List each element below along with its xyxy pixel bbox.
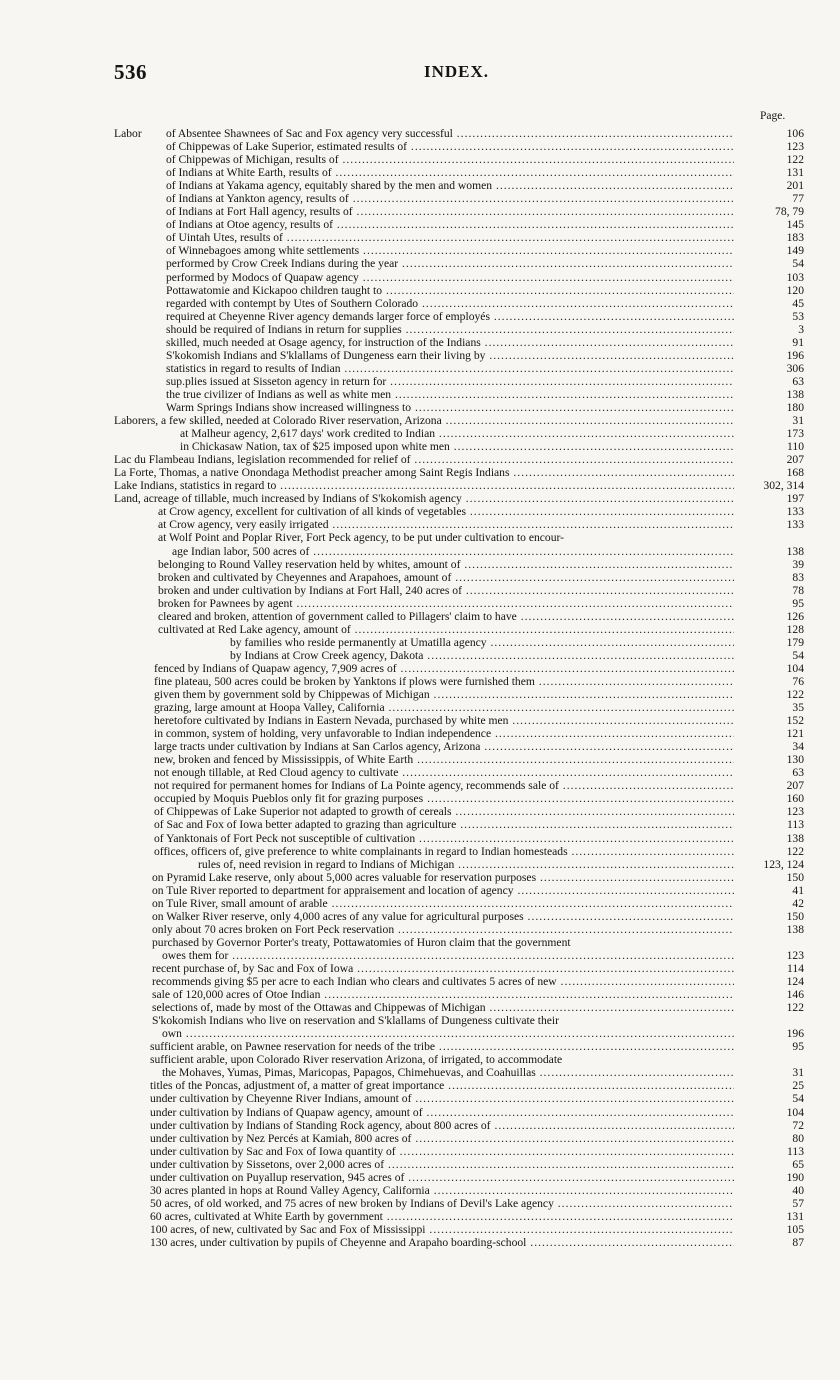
index-entry [114, 453, 804, 466]
entry-heading: Lake Indians, statistics in regard to ..... [114, 479, 734, 492]
entry-text: sufficient arable, upon Colorado River reservation Arizona, of irrigated, to accommodate [150, 1053, 563, 1067]
index-entry [114, 192, 804, 205]
entry-page-ref: 76 [792, 674, 804, 688]
entry-text: skilled, much needed at Osage agency, for instruction of the Indians ..... [166, 336, 734, 349]
entry-page-ref: 131 [786, 166, 804, 180]
index-entry [114, 505, 804, 518]
entry-text: 130 acres, under cultivation by pupils of Cheyenne and Arapaho boarding-school ..... [150, 1236, 734, 1249]
entry-page-ref: 123, 124 [763, 857, 804, 871]
index-entry [114, 597, 804, 610]
entry-page-ref: 138 [786, 831, 804, 845]
index-entry [114, 923, 804, 936]
entry-page-ref: 201 [786, 179, 804, 193]
entry-text: on Walker River reserve, only 4,000 acres of any value for agricultural purposes ..... [152, 910, 734, 923]
entry-page-ref: 196 [786, 1027, 804, 1041]
index-entry [114, 936, 804, 949]
entry-page-ref: 106 [786, 127, 804, 140]
entry-page-ref: 207 [786, 453, 804, 467]
entry-page-ref: 104 [786, 1105, 804, 1119]
entry-text: on Pyramid Lake reserve, only about 5,000 acres valuable for reservation purposes ..... [152, 871, 734, 884]
page-number: 536 [114, 60, 147, 84]
index-entry [114, 127, 804, 140]
index-entry [114, 1119, 804, 1132]
entry-text: not required for permanent homes for Indians of La Pointe agency, recommends sale of ..... [154, 779, 734, 792]
entry-page-ref: 149 [786, 244, 804, 258]
entry-page-ref: 95 [792, 1040, 804, 1054]
entry-page-ref: 122 [786, 688, 804, 702]
index-entries [114, 127, 804, 1249]
index-entry [114, 1223, 804, 1236]
entry-text: under cultivation by Sissetons, over 2,000 acres of ..... [150, 1158, 734, 1171]
index-entry [114, 988, 804, 1001]
index-entry [114, 805, 804, 818]
entry-text: under cultivation by Sac and Fox of Iowa quantity of ..... [150, 1145, 734, 1158]
entry-text: under cultivation by Nez Percés at Kamiah, 800 acres of ..... [150, 1132, 734, 1145]
entry-text: grazing, large amount at Hoopa Valley, California ..... [154, 701, 734, 714]
index-entry [114, 558, 804, 571]
entry-text: 100 acres, of new, cultivated by Sac and Fox of Mississippi ..... [150, 1223, 734, 1236]
entry-text: fenced by Indians of Quapaw agency, 7,909 acres of ..... [154, 662, 734, 675]
entry-text: of Indians at Yankton agency, results of ..... [166, 192, 734, 205]
entry-text: under cultivation on Puyallup reservation, 945 acres of ..... [150, 1171, 734, 1184]
index-entry [114, 466, 804, 479]
entry-page-ref: 138 [786, 922, 804, 936]
index-entry [114, 1145, 804, 1158]
entry-page-ref: 168 [786, 466, 804, 480]
entry-page-ref: 138 [786, 387, 804, 401]
index-entry [114, 910, 804, 923]
entry-text: under cultivation by Indians of Standing Rock agency, about 800 acres of ..... [150, 1119, 734, 1132]
entry-page-ref: 104 [786, 661, 804, 675]
index-entry [114, 1171, 804, 1184]
index-entry [114, 962, 804, 975]
entry-text: of Indians at White Earth, results of ..... [166, 166, 734, 179]
entry-text: occupied by Moquis Pueblos only fit for grazing purposes ..... [154, 792, 734, 805]
entry-text: S'kokomish Indians who live on reservation and S'klallams of Dungeness cultivate their [152, 1014, 559, 1028]
entry-page-ref: 113 [787, 1144, 804, 1158]
entry-page-ref: 91 [792, 335, 804, 349]
entry-page-ref: 40 [792, 1183, 804, 1197]
entry-text: the Mohaves, Yumas, Pimas, Maricopas, Papagos, Chimehuevas, and Coahuillas ..... [162, 1066, 734, 1079]
entry-text: broken and under cultivation by Indians at Fort Hall, 240 acres of ..... [158, 584, 734, 597]
index-entry [114, 779, 804, 792]
index-entry [114, 1027, 804, 1040]
index-entry [114, 1236, 804, 1249]
entry-text: not enough tillable, at Red Cloud agency to cultivate ..... [154, 766, 734, 779]
entry-page-ref: 183 [786, 231, 804, 245]
index-entry [114, 401, 804, 414]
entry-page-ref: 160 [786, 792, 804, 806]
entry-page-ref: 306 [786, 361, 804, 375]
index-entry [114, 884, 804, 897]
entry-page-ref: 65 [792, 1157, 804, 1171]
entry-text: of Indians at Otoe agency, results of ..... [166, 218, 734, 231]
entry-page-ref: 54 [792, 648, 804, 662]
index-entry [114, 362, 804, 375]
index-entry [114, 897, 804, 910]
entry-text: recommends giving $5 per acre to each Indian who clears and cultivates 5 acres of new ..... [152, 975, 734, 988]
entry-text: new, broken and fenced by Mississippis, of White Earth ..... [154, 753, 734, 766]
entry-text: by families who reside permanently at Umatilla agency ..... [230, 636, 734, 649]
entry-heading: Labor [114, 127, 142, 140]
index-entry [114, 336, 804, 349]
entry-text: Pottawatomie and Kickapoo children taught to ..... [166, 284, 734, 297]
entry-page-ref: 302, 314 [763, 479, 804, 493]
entry-heading: Lac du Flambeau Indians, legislation recommended for relief of ..... [114, 453, 734, 466]
entry-text: of Yanktonais of Fort Peck not susceptible of cultivation ..... [154, 832, 734, 845]
entry-page-ref: 39 [792, 557, 804, 571]
entry-page-ref: 35 [792, 701, 804, 715]
index-entry [114, 1158, 804, 1171]
entry-page-ref: 197 [786, 492, 804, 506]
entry-text: 50 acres, of old worked, and 75 acres of new broken by Indians of Devil's Lake agency ..... [150, 1197, 734, 1210]
entry-page-ref: 152 [786, 714, 804, 728]
entry-heading: Land, acreage of tillable, much increased by Indians of S'kokomish agency ..... [114, 492, 734, 505]
entry-page-ref: 3 [798, 322, 804, 336]
entry-text: purchased by Governor Porter's treaty, Pottawatomies of Huron claim that the government [152, 935, 571, 949]
index-entry [114, 675, 804, 688]
index-entry [114, 636, 804, 649]
entry-text: sufficient arable, on Pawnee reservation for needs of the tribe ..... [150, 1040, 734, 1053]
entry-page-ref: 121 [786, 727, 804, 741]
index-entry [114, 414, 804, 427]
page-title: INDEX. [424, 62, 490, 81]
index-entry [114, 1197, 804, 1210]
page-header [114, 60, 774, 90]
index-entry [114, 610, 804, 623]
entry-text: age Indian labor, 500 acres of ..... [172, 545, 734, 558]
index-entry [114, 1001, 804, 1014]
entry-text: Warm Springs Indians show increased willingness to ..... [166, 401, 734, 414]
index-entry [114, 388, 804, 401]
entry-text: sup.plies issued at Sisseton agency in return for ..... [166, 375, 734, 388]
entry-page-ref: 146 [786, 988, 804, 1002]
entry-text: of Indians at Yakama agency, equitably shared by the men and women ..... [166, 179, 734, 192]
index-entry [114, 545, 804, 558]
index-entry [114, 166, 804, 179]
index-entry [114, 297, 804, 310]
entry-text: sale of 120,000 acres of Otoe Indian ..... [152, 988, 734, 1001]
page-column-label: Page. [760, 110, 786, 122]
index-entry [114, 427, 804, 440]
entry-page-ref: 80 [792, 1131, 804, 1145]
entry-text: should be required of Indians in return for supplies ..... [166, 323, 734, 336]
entry-text: performed by Modocs of Quapaw agency ..... [166, 271, 734, 284]
entry-text: under cultivation by Indians of Quapaw agency, amount of ..... [150, 1106, 734, 1119]
entry-page-ref: 42 [792, 896, 804, 910]
index-entry [114, 975, 804, 988]
index-entry [114, 662, 804, 675]
entry-text: own ..... [162, 1027, 734, 1040]
entry-text: of Chippewas of Lake Superior not adapted to growth of cereals ..... [154, 805, 734, 818]
entry-text: the true civilizer of Indians as well as white men ..... [166, 388, 734, 401]
entry-page-ref: 57 [792, 1196, 804, 1210]
entry-text: belonging to Round Valley reservation held by whites, amount of ..... [158, 558, 734, 571]
index-entry [114, 179, 804, 192]
entry-text: on Tule River, small amount of arable ..... [152, 897, 734, 910]
entry-text: of Sac and Fox of Iowa better adapted to grazing than agriculture ..... [154, 818, 734, 831]
index-entry [114, 1014, 804, 1027]
entry-page-ref: 53 [792, 309, 804, 323]
index-entry [114, 244, 804, 257]
entry-page-ref: 145 [786, 218, 804, 232]
index-entry [114, 714, 804, 727]
index-entry [114, 1053, 804, 1066]
entry-text: of Indians at Fort Hall agency, results of ..... [166, 205, 734, 218]
entry-page-ref: 25 [792, 1079, 804, 1093]
entry-text: of Chippewas of Michigan, results of ..... [166, 153, 734, 166]
entry-page-ref: 34 [792, 740, 804, 754]
entry-text: regarded with contempt by Utes of Southern Colorado ..... [166, 297, 734, 310]
entry-page-ref: 45 [792, 296, 804, 310]
index-entry [114, 257, 804, 270]
index-entry [114, 871, 804, 884]
index-entry [114, 584, 804, 597]
index-entry [114, 271, 804, 284]
entry-text: in Chickasaw Nation, tax of $25 imposed upon white men ..... [180, 440, 734, 453]
entry-text: statistics in regard to results of Indian ..... [166, 362, 734, 375]
entry-heading: Laborers, a few skilled, needed at Colorado River reservation, Arizona ..... [114, 414, 734, 427]
index-entry [114, 649, 804, 662]
index-entry [114, 205, 804, 218]
index-entry [114, 284, 804, 297]
entry-text: offices, officers of, give preference to white complainants in regard to Indian homesteads ..... [154, 845, 734, 858]
entry-text: of Uintah Utes, results of ..... [166, 231, 734, 244]
entry-page-ref: 124 [786, 975, 804, 989]
entry-page-ref: 131 [786, 1209, 804, 1223]
index-entry [114, 766, 804, 779]
index-entry [114, 1040, 804, 1053]
entry-page-ref: 122 [786, 153, 804, 167]
index-entry [114, 518, 804, 531]
entry-page-ref: 123 [786, 805, 804, 819]
entry-page-ref: 77 [792, 192, 804, 206]
entry-text: 30 acres planted in hops at Round Valley Agency, California ..... [150, 1184, 734, 1197]
entry-text: on Tule River reported to department for appraisement and location of agency ..... [152, 884, 734, 897]
entry-page-ref: 190 [786, 1170, 804, 1184]
entry-page-ref: 122 [786, 1001, 804, 1015]
index-entry [114, 231, 804, 244]
index-entry [114, 727, 804, 740]
entry-page-ref: 130 [786, 753, 804, 767]
index-entry [114, 1066, 804, 1079]
entry-page-ref: 120 [786, 283, 804, 297]
entry-text: at Crow agency, very easily irrigated ..... [158, 518, 734, 531]
entry-page-ref: 123 [786, 140, 804, 154]
entry-text: selections of, made by most of the Ottawas and Chippewas of Michigan ..... [152, 1001, 734, 1014]
entry-text: at Crow agency, excellent for cultivation of all kinds of vegetables ..... [158, 505, 734, 518]
index-entry [114, 1132, 804, 1145]
entry-page-ref: 128 [786, 622, 804, 636]
entry-page-ref: 41 [792, 883, 804, 897]
entry-heading: La Forte, Thomas, a native Onondaga Methodist preacher among Saint Regis Indians ..... [114, 466, 734, 479]
index-entry [114, 218, 804, 231]
index-entry [114, 1184, 804, 1197]
entry-page-ref: 173 [786, 427, 804, 441]
index-entry [114, 792, 804, 805]
index-entry [114, 623, 804, 636]
entry-text: only about 70 acres broken on Fort Peck reservation ..... [152, 923, 734, 936]
entry-text: rules of, need revision in regard to Indians of Michigan ..... [198, 858, 734, 871]
index-entry [114, 375, 804, 388]
index-entry [114, 440, 804, 453]
entry-page-ref: 83 [792, 570, 804, 584]
index-entry [114, 349, 804, 362]
entry-text: of Absentee Shawnees of Sac and Fox agency very successful ..... [166, 127, 734, 140]
index-entry [114, 310, 804, 323]
entry-page-ref: 179 [786, 635, 804, 649]
index-entry [114, 479, 804, 492]
entry-page-ref: 207 [786, 779, 804, 793]
index-entry [114, 531, 804, 544]
entry-page-ref: 113 [787, 818, 804, 832]
entry-text: at Wolf Point and Poplar River, Fort Peck agency, to be put under cultivation to encour- [158, 531, 564, 545]
index-entry [114, 140, 804, 153]
entry-text: required at Cheyenne River agency demands larger force of employés ..... [166, 310, 734, 323]
index-entry [114, 1079, 804, 1092]
entry-page-ref: 95 [792, 596, 804, 610]
index-entry [114, 492, 804, 505]
entry-page-ref: 126 [786, 609, 804, 623]
entry-page-ref: 103 [786, 270, 804, 284]
entry-page-ref: 114 [787, 962, 804, 975]
entry-text: cleared and broken, attention of government called to Pillagers' claim to have ..... [158, 610, 734, 623]
entry-text: large tracts under cultivation by Indians at San Carlos agency, Arizona ..... [154, 740, 734, 753]
index-entry [114, 832, 804, 845]
entry-page-ref: 122 [786, 844, 804, 858]
entry-text: owes them for ..... [162, 949, 734, 962]
entry-text: broken and cultivated by Cheyennes and Arapahoes, amount of ..... [158, 571, 734, 584]
entry-text: cultivated at Red Lake agency, amount of ..... [158, 623, 734, 636]
entry-page-ref: 54 [792, 1092, 804, 1106]
entry-text: under cultivation by Cheyenne River Indians, amount of ..... [150, 1092, 734, 1105]
index-entry [114, 949, 804, 962]
entry-page-ref: 133 [786, 505, 804, 519]
entry-page-ref: 133 [786, 518, 804, 532]
index-entry [114, 845, 804, 858]
entry-page-ref: 78, 79 [775, 205, 804, 219]
entry-text: by Indians at Crow Creek agency, Dakota ..... [230, 649, 734, 662]
entry-text: heretofore cultivated by Indians in Eastern Nevada, purchased by white men ..... [154, 714, 734, 727]
index-entry [114, 153, 804, 166]
entry-text: broken for Pawnees by agent ..... [158, 597, 734, 610]
entry-page-ref: 110 [787, 440, 804, 454]
index-entry [114, 701, 804, 714]
index-entry [114, 818, 804, 831]
index-entry [114, 740, 804, 753]
entry-text: of Chippewas of Lake Superior, estimated results of ..... [166, 140, 734, 153]
index-entry [114, 1210, 804, 1223]
entry-text: given them by government sold by Chippewas of Michigan ..... [154, 688, 734, 701]
entry-text: in common, system of holding, very unfavorable to Indian independence ..... [154, 727, 734, 740]
entry-page-ref: 196 [786, 348, 804, 362]
entry-page-ref: 123 [786, 948, 804, 962]
entry-text: of Winnebagoes among white settlements ..... [166, 244, 734, 257]
index-entry [114, 1092, 804, 1105]
index-entry [114, 858, 804, 871]
entry-page-ref: 78 [792, 583, 804, 597]
entry-page-ref: 87 [792, 1235, 804, 1249]
index-entry [114, 1106, 804, 1119]
entry-text: 60 acres, cultivated at White Earth by government ..... [150, 1210, 734, 1223]
index-entry [114, 753, 804, 766]
entry-page-ref: 63 [792, 766, 804, 780]
entry-text: at Malheur agency, 2,617 days' work credited to Indian ..... [180, 427, 734, 440]
entry-page-ref: 31 [792, 1066, 804, 1080]
entry-page-ref: 105 [786, 1222, 804, 1236]
entry-page-ref: 63 [792, 374, 804, 388]
entry-page-ref: 150 [786, 870, 804, 884]
index-entry [114, 688, 804, 701]
entry-page-ref: 31 [792, 414, 804, 428]
entry-page-ref: 54 [792, 257, 804, 271]
index-entry [114, 571, 804, 584]
entry-text: fine plateau, 500 acres could be broken by Yanktons if plows were furnished them ..... [154, 675, 734, 688]
entry-text: recent purchase of, by Sac and Fox of Iowa ..... [152, 962, 734, 975]
entry-page-ref: 72 [792, 1118, 804, 1132]
index-entry [114, 323, 804, 336]
entry-page-ref: 180 [786, 400, 804, 414]
entry-page-ref: 138 [786, 544, 804, 558]
entry-page-ref: 150 [786, 909, 804, 923]
entry-text: titles of the Poncas, adjustment of, a matter of great importance ..... [150, 1079, 734, 1092]
entry-text: performed by Crow Creek Indians during the year ..... [166, 257, 734, 270]
entry-text: S'kokomish Indians and S'klallams of Dungeness earn their living by ..... [166, 349, 734, 362]
